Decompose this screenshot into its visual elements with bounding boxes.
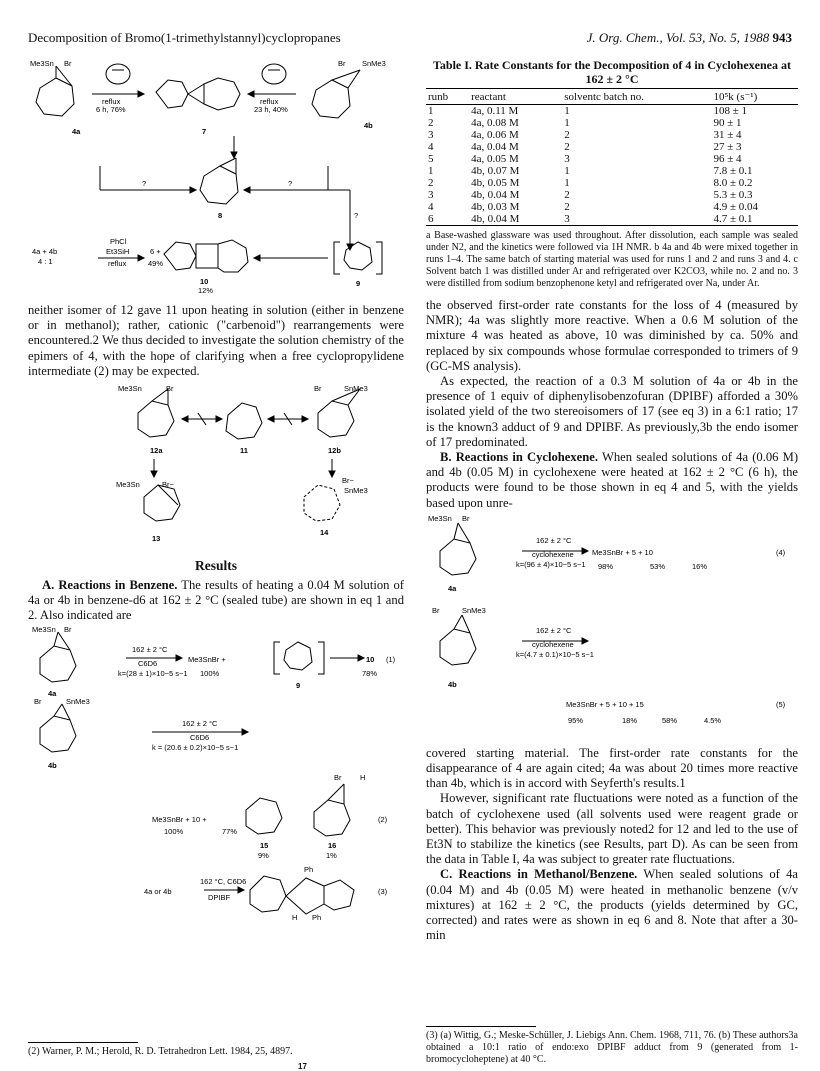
section-a-text: The results of heating a 0.04 M solution of 4a or 4b in benzene-d6 at 162 ± 2 °C (sealed tube) are shown in eq 1 and 2. Also indicated are [28, 578, 404, 623]
reagent-phcl: PhCl [110, 237, 127, 246]
eq4-br: Br [462, 513, 470, 523]
table-cell: 2 [564, 129, 570, 141]
eq5-products: Me3SnBr + 5 + 10 + 15 [566, 699, 644, 709]
equations-4-5 [426, 511, 798, 741]
label-4a: 4a [72, 127, 81, 136]
scheme2-brminus-14: Br− [342, 476, 354, 486]
table-row [426, 177, 798, 189]
table-row [426, 189, 798, 201]
scheme1-br-4a: Br [64, 59, 72, 68]
scheme2-me3sn-13: Me3Sn [116, 480, 140, 490]
table-row [426, 129, 798, 141]
running-header-title: Decomposition of Bromo(1-trimethylstannyl)cyclopropanes [28, 30, 341, 45]
scheme2-brminus-13: Br− [162, 480, 174, 490]
scheme2-snme3-14: SnMe3 [344, 486, 368, 496]
label-4b: 4b [364, 121, 373, 130]
table-row [426, 153, 798, 165]
eq1-label-4a: 4a [48, 688, 57, 698]
eq3-h: H [292, 912, 298, 922]
eq4-y3: 16% [692, 561, 708, 571]
eq2-label-15: 15 [260, 840, 269, 850]
table-cell: 4b, 0.03 M [471, 201, 520, 213]
table-cell: 1 [564, 105, 570, 117]
page-number: 943 [772, 30, 792, 45]
table-cell: 31 ± 4 [713, 129, 742, 141]
table-cell: 2 [564, 189, 570, 201]
table-cell: 90 ± 1 [713, 117, 742, 129]
paragraph-right-4: However, significant rate fluctuations were noted as a function of the batch of cyclohexene used (all solvents used were reagent grade or better). This behavior was previously noted2 for 12 and led to the use of Et3N to stabilize the kinetics (see Results, part D). As can be seen from the data in Table I, 4a was subject to greater rate fluctuations. [426, 791, 798, 867]
left-footnote-area [28, 1036, 404, 1058]
table-row [426, 213, 798, 226]
label-8: 8 [218, 211, 223, 220]
table-cell: 4b, 0.05 M [471, 177, 520, 189]
section-a [28, 578, 404, 624]
eq1-cond: 162 ± 2 °C [132, 644, 168, 654]
label-14: 14 [320, 528, 329, 538]
eq4-y2: 53% [650, 561, 666, 571]
results-heading: Results [194, 558, 237, 574]
table-cell: 8.0 ± 0.2 [713, 177, 753, 189]
reflux-left: reflux [102, 97, 121, 106]
eq1-solvent: C6D6 [138, 658, 158, 668]
eq3-cond: 162 °C, C6D6 [200, 876, 247, 886]
table-cell: 1 [428, 165, 434, 177]
yield-49: 49% [148, 259, 164, 268]
eq4-solvent: cyclohexene [532, 549, 574, 559]
table-cell: 4 [428, 141, 434, 153]
eq5-snme3: SnMe3 [462, 605, 486, 615]
label-13: 13 [152, 534, 161, 544]
eq3-number: (3) [378, 886, 388, 896]
eq2-label-4b: 4b [48, 760, 57, 770]
eq4-me3sn: Me3Sn [428, 513, 452, 523]
reagent-et3sih: Et3SiH [106, 247, 130, 256]
running-header-journal [587, 30, 792, 46]
eq2-y15: 9% [258, 850, 269, 860]
right-footnote-area [426, 1020, 798, 1066]
eq5-y1: 95% [568, 715, 584, 725]
label-10: 10 [200, 277, 209, 286]
table-cell: 2 [428, 177, 434, 189]
table-cell: 1 [564, 117, 570, 129]
table-cell: 5 [428, 153, 434, 165]
table-cell: 4a, 0.04 M [471, 141, 519, 153]
section-c-head: C. Reactions in Methanol/Benzene. [440, 867, 638, 882]
eq3-ph-bottom: Ph [312, 912, 322, 922]
footnote-3: (3) (a) Wittig, G.; Meske-Schüller, J. Liebigs Ann. Chem. 1968, 711, 76. (b) These authors3a obtained a 10:1 ratio of endo:exo DPIBF adduct from 9 (generated from 1-bromocycloheptene) at 40 °C. [426, 1030, 798, 1065]
eq1-k: k=(28 ± 1)×10−5 s−1 [118, 668, 188, 678]
paragraph-intro: neither isomer of 12 gave 11 upon heating in solution (either in benzene or in methanol); rather, cationic ("carbenoid") rearrangements were encountered.2 We thus decided to investigate the solution chemistry of the epimers of 4, with the hope of clarifying when a free cyclopropylidene intermediate (2) may be expected. [28, 303, 404, 378]
eq1-number: (1) [386, 654, 396, 664]
table-cell: 3 [428, 189, 434, 201]
table-title: Table I. Rate Constants for the Decomposition of 4 in Cyclohexenea at 162 ± 2 °C [433, 58, 791, 86]
question-right: ? [288, 179, 293, 188]
eq5-y4: 4.5% [704, 715, 722, 725]
table-cell: 4a, 0.06 M [471, 129, 519, 141]
table-cell: 3 [428, 129, 434, 141]
reflux-right: reflux [260, 97, 279, 106]
table-cell: 2 [428, 117, 434, 129]
table-cell: 2 [564, 201, 570, 213]
table-cell: 2 [564, 141, 570, 153]
eq5-label-4b: 4b [448, 679, 457, 689]
eq1-me3sn: Me3Sn [32, 624, 56, 634]
table-footnote: a Base-washed glassware was used throughout. After dissolution, each sample was sealed under N2, and the kinetics were followed via 1H NMR. b 4a and 4b were mixed together in runs 1–4. The same batch of starting material was used for runs 1 and 2 and runs 3 and 4. c Solvent batch 1 was distilled under Ar and refrigerated over K2CO3, while no. 2 and no. 3 were distilled from sodium benzophenone ketyl and refrigerated over Na, under Ar. [426, 230, 798, 289]
table-cell: 4a, 0.05 M [471, 153, 519, 165]
eq2-label-16: 16 [328, 840, 337, 850]
scheme1-snme3-4b: SnMe3 [362, 59, 386, 68]
section-c [426, 867, 798, 943]
eq3-start: 4a or 4b [144, 886, 172, 896]
eq2-k: k = (20.6 ± 0.2)×10−5 s−1 [152, 742, 239, 752]
table-cell: 4a, 0.11 M [471, 105, 519, 117]
section-b-head: B. Reactions in Cyclohexene. [440, 450, 599, 465]
table-cell: 1 [564, 177, 570, 189]
label-9: 9 [356, 279, 361, 288]
scheme-1 [28, 58, 404, 296]
section-b [426, 450, 798, 511]
eq4-cond: 162 ± 2 °C [536, 535, 572, 545]
table-cell: 1 [564, 165, 570, 177]
eq4-k: k=(96 ± 4)×10−5 s−1 [516, 559, 586, 569]
table-cell: 108 ± 1 [713, 105, 748, 117]
col-solvent-batch: solventc batch no. [562, 89, 711, 105]
eq4-products: Me3SnBr + 5 + 10 [592, 547, 653, 557]
eq2-snme3: SnMe3 [66, 696, 90, 706]
footnote-rule-left [28, 1042, 138, 1043]
eq1-product-10: 10 [366, 654, 375, 664]
eq2-h: H [360, 772, 366, 782]
section-a-head: A. Reactions in Benzene. [42, 578, 178, 593]
table-cell: 3 [564, 153, 570, 165]
label-11: 11 [240, 446, 248, 456]
table-cell: 6 [426, 213, 469, 226]
footnote-rule-right [426, 1026, 536, 1027]
eq5-k: k=(4.7 ± 0.1)×10−5 s−1 [516, 649, 594, 659]
eq2-y2: 77% [222, 826, 238, 836]
table-cell: 1 [428, 105, 434, 117]
table-cell: 4b, 0.07 M [471, 165, 520, 177]
table-cell: 4.7 ± 0.1 [711, 213, 798, 226]
scheme2-me3sn-12a: Me3Sn [118, 384, 142, 394]
eq1-yield2: 78% [362, 668, 378, 678]
eq2-solvent: C6D6 [190, 732, 210, 742]
section-b-text: When sealed solutions of 4a (0.06 M) and 4b (0.05 M) in cyclohexene were heated at 162 ± 2 °C (6 h), the products were found to be those shown in eq 4 and 5, with the yields based upon unre- [426, 450, 799, 510]
right-column [426, 58, 798, 943]
eq4-number: (4) [776, 547, 786, 557]
eq1-br: Br [64, 624, 72, 634]
mix-left: 4a + 4b [32, 247, 58, 256]
table-row [426, 117, 798, 129]
eq4-label-4a: 4a [448, 583, 457, 593]
section-c-text: When sealed solutions of 4a (0.04 M) and 4b (0.05 M) were heated in methanolic benzene (v/v mixtures) at 162 ± 2 °C, the products (yields determined by GC, corrected) and rates were as shown in eq 6 and 8. Note that after a 30-min [426, 867, 799, 943]
eq5-cond: 162 ± 2 °C [536, 625, 572, 635]
eq5-y3: 58% [662, 715, 678, 725]
eq1-yield1: 100% [200, 668, 220, 678]
table-cell: 27 ± 3 [713, 141, 742, 153]
table-cell: 7.8 ± 0.1 [713, 165, 753, 177]
eq2-products: Me3SnBr + 10 + [152, 814, 207, 824]
reflux-right-cond: 23 h, 40% [254, 105, 288, 114]
eq5-number: (5) [776, 699, 786, 709]
reagent-reflux: reflux [108, 259, 127, 268]
table-cell: 4.9 ± 0.04 [713, 201, 759, 213]
mix-ratio: 4 : 1 [38, 257, 53, 266]
table-cell: 96 ± 4 [713, 153, 742, 165]
table-cell: 4a, 0.08 M [471, 117, 519, 129]
col-rate: 10⁵k (s⁻¹) [711, 89, 798, 105]
equations-1-3 [28, 624, 404, 924]
eq5-br: Br [432, 605, 440, 615]
table-row [426, 141, 798, 153]
eq2-br: Br [34, 696, 42, 706]
label-12a: 12a [150, 446, 163, 456]
label-6-plus: 6 + [150, 247, 161, 256]
eq2-y1: 100% [164, 826, 184, 836]
col-run: runb [426, 89, 469, 105]
question-left: ? [142, 179, 147, 188]
scheme2-snme3-12b: SnMe3 [344, 384, 368, 394]
label-7: 7 [202, 127, 207, 136]
paragraph-right-2: As expected, the reaction of a 0.3 M solution of 4a or 4b in the presence of 1 equiv of diphenylisobenzofuran (DPIBF) afforded a 30% isolated yield of the two stereoisomers of 17 (see eq 3) in a 6:1 ratio; 17 is the known3 adduct of 9 and DPIBF. As previously,3b the endo isomer of 17 predominated. [426, 374, 798, 449]
col-reactant: reactant [469, 89, 562, 105]
paragraph-right-3: covered starting material. The first-order rate constants for the disappearance of 4 are again cited; 4a was about 20 times more reactive than 4b, which is in accord with Seyferth's results.1 [426, 745, 798, 791]
table-cell: 4b, 0.04 M [471, 189, 520, 201]
eq3-ph-top: Ph [304, 864, 314, 874]
paragraph-right-1: the observed first-order rate constants for the loss of 4 (measured by NMR); 4a was slightly more reactive. When a 0.6 M solution of the mixture 4 was heated as above, 10 was diminished by ca. 50% and replaced by six compounds whose formulae corresponded to trimers of 9 (GC-MS analysis). [426, 298, 798, 373]
table-cell: 4b, 0.04 M [469, 213, 562, 226]
table-header-row [426, 89, 798, 105]
eq3-label-17: 17 [298, 1062, 307, 1071]
eq2-cond: 162 ± 2 °C [182, 718, 218, 728]
scheme2-br-12a: Br [166, 384, 174, 394]
rate-constant-table [426, 88, 798, 226]
reflux-left-cond: 6 h, 76% [96, 105, 126, 114]
footnote-2: (2) Warner, P. M.; Herold, R. D. Tetrahedron Lett. 1984, 25, 4897. [28, 1046, 293, 1057]
eq1-product: Me3SnBr + [188, 654, 226, 664]
table-row [426, 165, 798, 177]
label-12b: 12b [328, 446, 341, 456]
yield-12: 12% [198, 286, 214, 295]
eq1-label-9: 9 [296, 680, 301, 690]
eq5-y2: 18% [622, 715, 638, 725]
question-down: ? [354, 211, 359, 220]
eq2-number: (2) [378, 814, 388, 824]
eq2-y16: 1% [326, 850, 337, 860]
eq5-solvent: cyclohexene [532, 639, 574, 649]
scheme1-br-4b: Br [338, 59, 346, 68]
table-row [426, 105, 798, 118]
eq3-reagent: DPIBF [208, 892, 231, 902]
scheme2-br-12b: Br [314, 384, 322, 394]
table-cell: 5.3 ± 0.3 [713, 189, 753, 201]
table-row [426, 201, 798, 213]
eq2-br2: Br [334, 772, 342, 782]
scheme1-me3sn-4a: Me3Sn [30, 59, 54, 68]
eq4-y1: 98% [598, 561, 614, 571]
table-cell: 4 [428, 201, 434, 213]
table-cell: 3 [562, 213, 711, 226]
journal-citation: J. Org. Chem., Vol. 53, No. 5, 1988 [586, 30, 770, 45]
scheme-2 [28, 379, 404, 547]
